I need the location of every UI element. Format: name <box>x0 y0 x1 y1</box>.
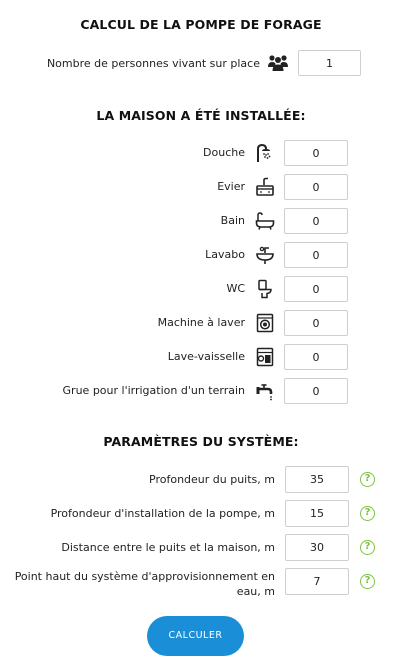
system-section-title: PARAMÈTRES DU SYSTÈME: <box>103 434 299 449</box>
param-input-high-point[interactable] <box>285 568 349 595</box>
param-input-well-depth[interactable] <box>285 466 349 493</box>
fixture-input-washbasin[interactable] <box>284 242 348 268</box>
sink-icon <box>254 176 276 198</box>
param-label-well-depth: Profondeur du puits, m <box>149 473 275 486</box>
param-label-pump-depth: Profondeur d'installation de la pompe, m <box>50 507 275 520</box>
fixture-input-washing-machine[interactable] <box>284 310 348 336</box>
toilet-icon <box>254 278 276 300</box>
fixture-input-dishwasher[interactable] <box>284 344 348 370</box>
fixture-label-irrigation: Grue pour l'irrigation d'un terrain <box>62 384 245 397</box>
faucet-icon <box>254 380 276 402</box>
fixture-input-shower[interactable] <box>284 140 348 166</box>
bathtub-icon <box>254 210 276 232</box>
fixture-label-washbasin: Lavabo <box>205 248 245 261</box>
fixture-label-bath: Bain <box>220 214 245 227</box>
param-label-high-point-line1: Point haut du système d'approvisionnement en <box>14 570 275 583</box>
fixture-input-sink[interactable] <box>284 174 348 200</box>
fixture-label-sink: Evier <box>217 180 245 193</box>
fixture-label-shower: Douche <box>203 146 245 159</box>
distance-help-icon[interactable]: ? <box>360 540 375 555</box>
dishwasher-icon <box>254 346 276 368</box>
persons-label: Nombre de personnes vivant sur place <box>46 57 260 70</box>
washing-machine-icon <box>254 312 276 334</box>
fixture-label-washing-machine: Machine à laver <box>157 316 245 329</box>
param-label-distance: Distance entre le puits et la maison, m <box>61 541 275 554</box>
people-icon <box>266 53 290 73</box>
pump-depth-help-icon[interactable]: ? <box>360 506 375 521</box>
param-input-distance[interactable] <box>285 534 349 561</box>
calculate-button[interactable]: CALCULER <box>147 616 244 656</box>
fixture-input-irrigation[interactable] <box>284 378 348 404</box>
house-section-title: LA MAISON A ÉTÉ INSTALLÉE: <box>96 108 306 123</box>
fixture-label-wc: WC <box>226 282 245 295</box>
param-input-pump-depth[interactable] <box>285 500 349 527</box>
high-point-help-icon[interactable]: ? <box>360 574 375 589</box>
well-depth-help-icon[interactable]: ? <box>360 472 375 487</box>
shower-icon <box>254 142 276 164</box>
param-label-high-point-line2: eau, m <box>236 585 275 598</box>
fixture-label-dishwasher: Lave-vaisselle <box>167 350 245 363</box>
fixture-input-bath[interactable] <box>284 208 348 234</box>
persons-input[interactable] <box>298 50 361 76</box>
washbasin-icon <box>254 244 276 266</box>
param-label-high-point <box>0 569 275 599</box>
fixture-input-wc[interactable] <box>284 276 348 302</box>
page-title: CALCUL DE LA POMPE DE FORAGE <box>80 17 322 32</box>
